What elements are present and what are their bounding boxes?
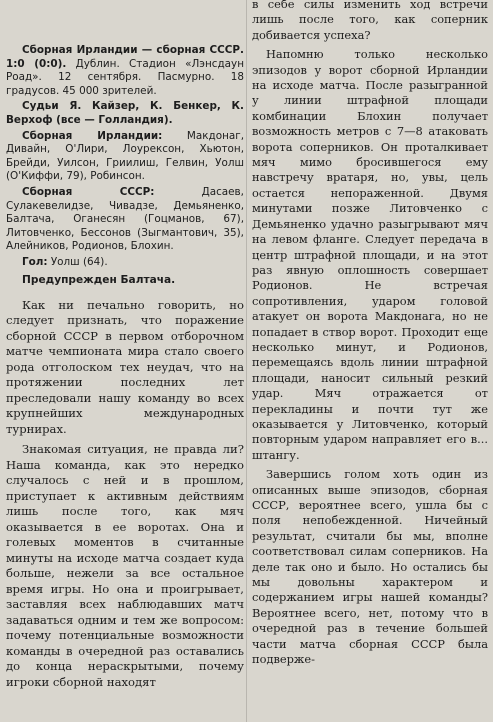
left-column (6, 0, 244, 690)
paragraph: Завершись голом хоть один из описанных выше эпизодов, сборная СССР, вероятнее всего, ушла бы с поля непобежденной. Ничейный результат, считали бы мы, вполне соответствовал силам соперников. На деле так оно и было. Но остались бы мы довольны характером и содержанием игры нашей команды? Вероятнее всего, нет, потому что в очередной раз в течение большей части матча сборная СССР была подверже- (252, 467, 488, 667)
match-summary (6, 44, 244, 98)
right-article-text (252, 0, 488, 667)
warning-line: Предупрежден Балтача. (22, 273, 176, 286)
referees: Судьи Я. Кайзер, К. Бенкер, К. Верхоф (все — Голландия). (6, 100, 244, 126)
paragraph: Знакомая ситуация, не правда ли? Наша команда, как это нередко случалось с ней и в прошлом, приступает к активным действиям лишь после того, как мяч оказывается в ее воротах. Она и голевых моментов в считанные минуты на исходе матча создает куда больше, нежели за все остальное время игры. Но она и проигрывает, заставляя всех наблюдавших матч задаваться одним и тем же вопросом: почему потенциальные возможности команды в очередной раз оставались до конца нераскрытыми, почему игроки сборной находят (6, 442, 244, 689)
score-title: Сборная Ирландии — сборная СССР. 1:0 (0:0). (6, 44, 244, 70)
paragraph: в себе силы изменить ход встречи лишь после того, как соперник добивается успеха? (252, 0, 488, 42)
match-info-block (6, 44, 244, 270)
match-details: Дублин. Стадион «Лэнсдаун Роад». 12 сентября. Пасмурно. 18 градусов. 45 000 зрителей. (6, 57, 244, 97)
paragraph: Напомню только несколько эпизодов у ворот сборной Ирландии на исходе матча. После разыгранной у линии штрафной площади комбинации Блохин получает возможность метров с 7—8 атаковать ворота соперников. Он проталкивает мяч мимо бросившегося ему навстречу вратаря, но, увы, цель остается непораженной. Двумя минутами позже Литовченко с Демьяненко удачно разыгрывают мяч на левом фланге. Следует передача в центр штрафной площади, и на этот раз явную оплошность совершает Родионов. Не встречая сопротивления, ударом головой атакует он ворота Макдонага, но не попадает в створ ворот. Проходит еще несколько минут, и Родионов, перемещаясь вдоль линии штрафной площади, наносит сильный резкий удар. Мяч отражается от перекладины и почти тут же оказывается у Литовченко, который повторным ударом направляет его в... штангу. (252, 47, 488, 462)
left-article-text (6, 298, 244, 691)
right-column (252, 0, 488, 667)
goal-line: Гол: Уолш (64). (22, 255, 108, 268)
ireland-lineup: Сборная Ирландии: Макдонаг, Дивайн, О'Лири, Лоурексон, Хьютон, Брейди, Уилсон, Гриилиш, Гелвин, Уолш (О'Киффи, 79), Робинсон. (6, 129, 244, 183)
paragraph: Как ни печально говорить, но следует признать, что поражение сборной СССР в первом отборочном матче чемпионата мира стало своего рода отголоском тех неудач, что на протяжении последних лет преследовали нашу команду во всех крупнейших международных турнирах. (6, 297, 244, 436)
column-divider (246, 0, 247, 722)
ussr-lineup: Сборная СССР: Дасаев, Сулакевелидзе, Чивадзе, Демьяненко, Балтача, Оганесян (Гоцманов, 67), Литовченко, Бессонов (Зыгмантович, 35), Алейников, Родионов, Блохин. (6, 185, 244, 253)
